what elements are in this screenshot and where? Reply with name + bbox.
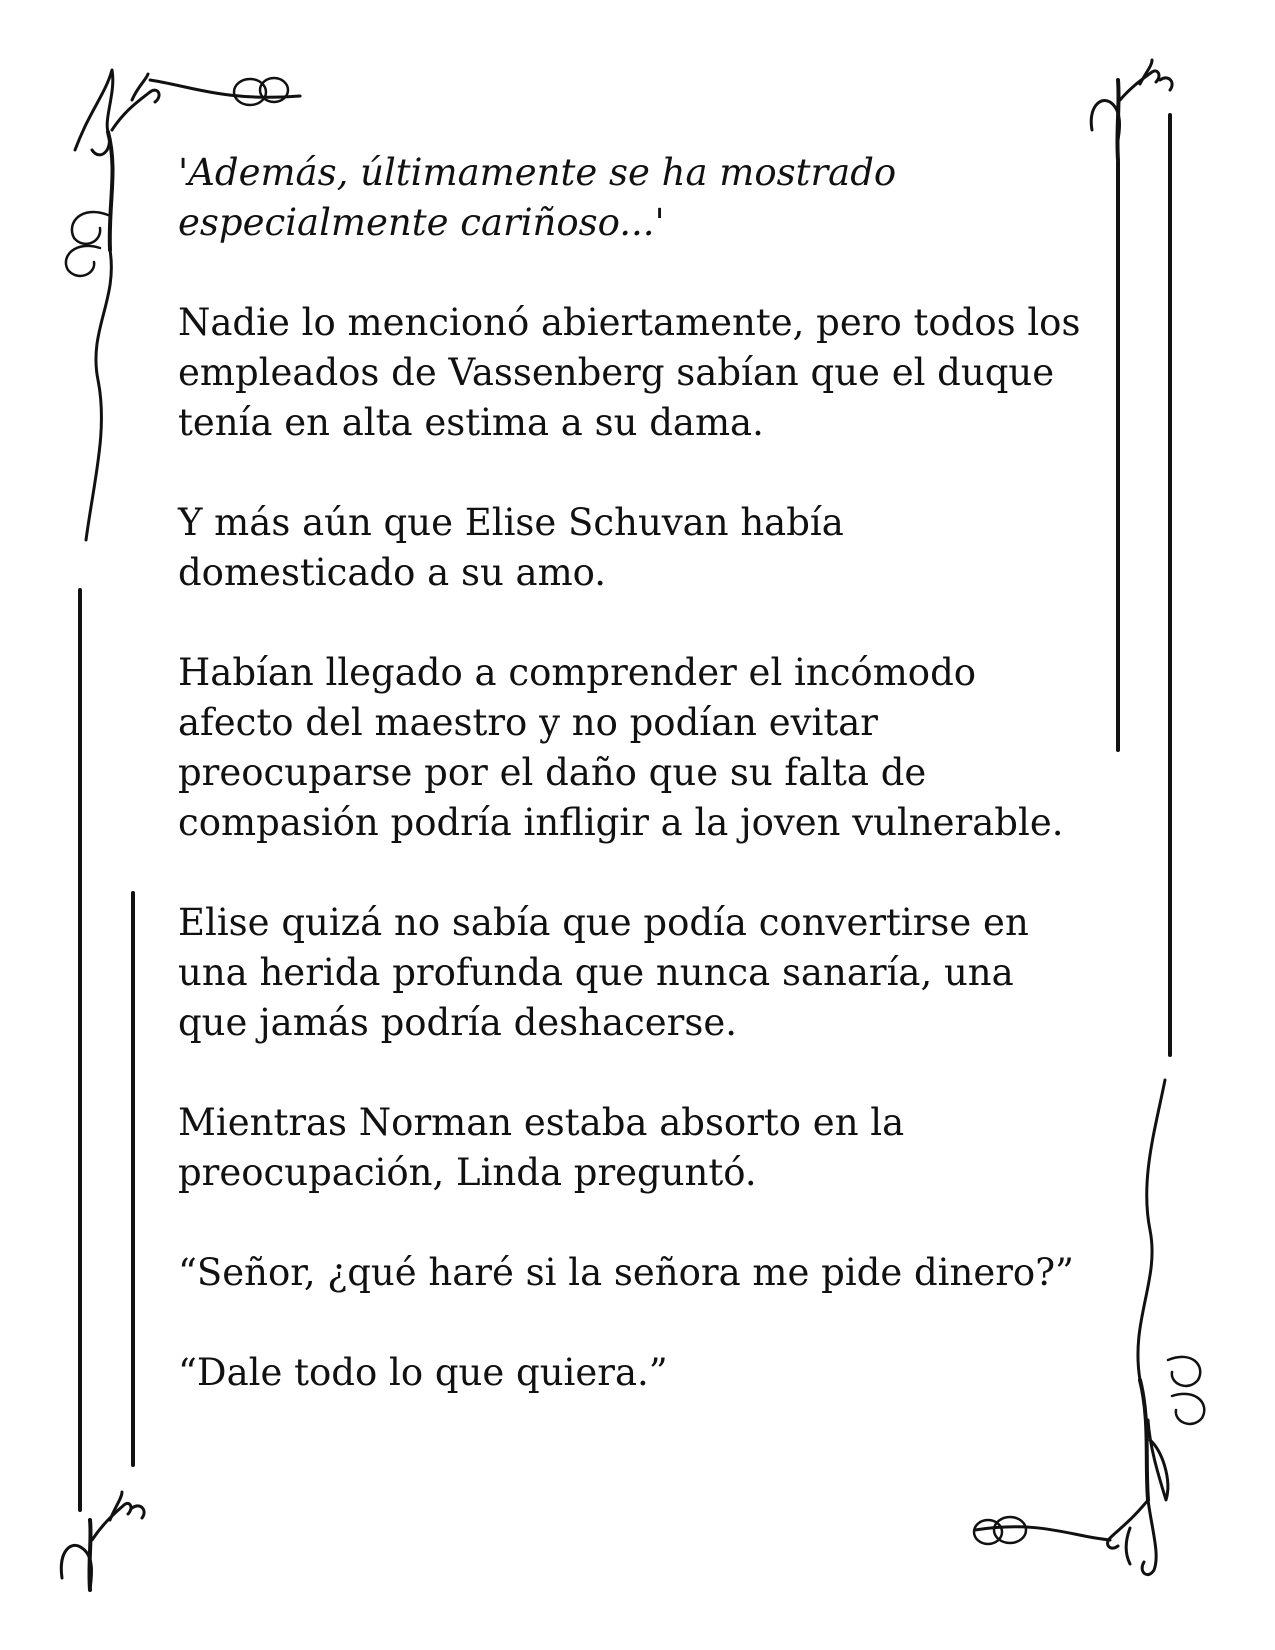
- bottom-left-flourish-icon: [61, 1492, 144, 1590]
- paragraph-4: Habían llegado a comprender el incómodo afecto del maestro y no podían evitar preocuparse por el daño que su falta de compasión podría infligir a la joven vulnerable.: [178, 651, 1064, 844]
- paragraph-2: Nadie lo mencionó abiertamente, pero todos los empleados de Vassenberg sabían que el duque tenía en alta estima a su dama.: [178, 301, 1081, 444]
- paragraph-7: “Señor, ¿qué haré si la señora me pide dinero?”: [178, 1251, 1074, 1294]
- paragraph-1: 'Además, últimamente se ha mostrado especialmente cariñoso...': [178, 151, 897, 244]
- paragraph-3: Y más aún que Elise Schuvan había domesticado a su amo.: [178, 501, 844, 594]
- top-right-flourish-icon: [1091, 60, 1172, 160]
- document-body: [178, 148, 1118, 1448]
- paragraph-6: Mientras Norman estaba absorto en la preocupación, Linda preguntó.: [178, 1101, 905, 1194]
- paragraph-8: “Dale todo lo que quiera.”: [178, 1351, 668, 1394]
- paragraph-5: Elise quizá no sabía que podía convertirse en una herida profunda que nunca sanaría, una que jamás podría deshacerse.: [178, 901, 1029, 1044]
